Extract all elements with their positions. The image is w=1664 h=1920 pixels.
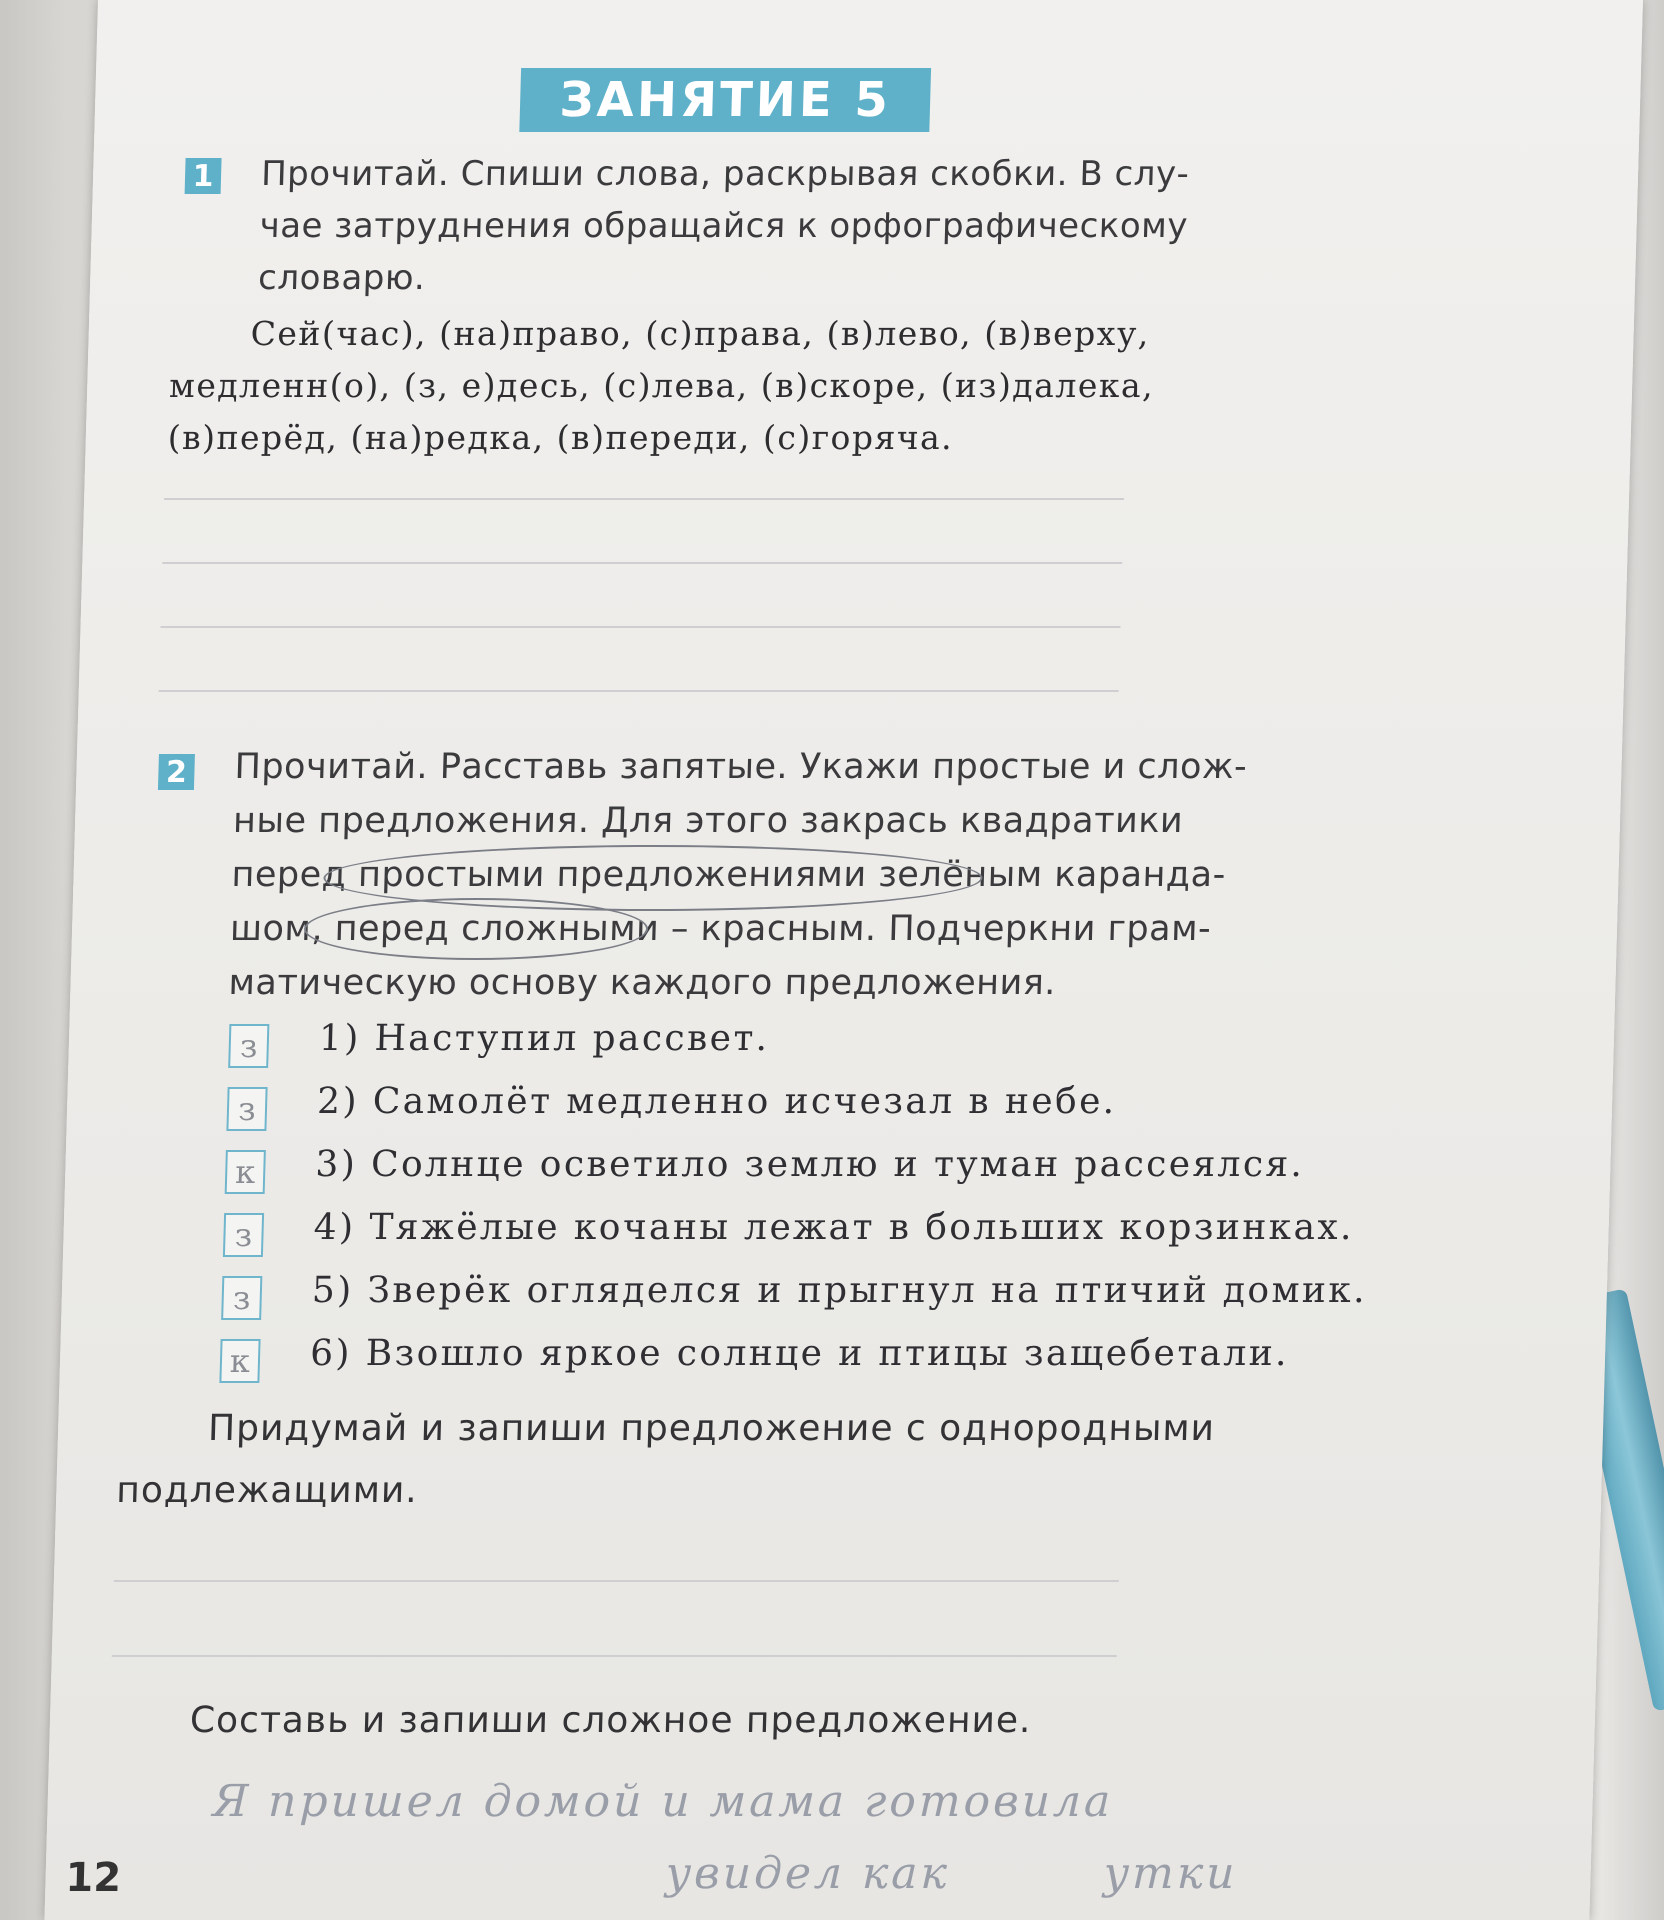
answer-checkbox[interactable]: з xyxy=(221,1276,262,1320)
answer-checkbox[interactable]: к xyxy=(219,1339,260,1383)
sentence-text: 1) Наступил рассвет. xyxy=(318,1018,771,1059)
sentence-text: 3) Солнце осветило землю и туман рассеялся. xyxy=(314,1144,1305,1185)
pencil-oval-mark xyxy=(303,898,649,960)
compose-task: Составь и запиши сложное предложение. xyxy=(189,1700,1033,1741)
sentence-text: 4) Тяжёлые кочаны лежат в больших корзинках. xyxy=(313,1207,1355,1248)
answer-checkbox[interactable]: з xyxy=(223,1213,264,1257)
answer-line xyxy=(160,626,1120,628)
extra-task-line: Придумай и запиши предложение с однородными xyxy=(207,1408,1216,1449)
task-2-number: 2 xyxy=(158,754,195,790)
task-1-words-line: Сей(час), (на)право, (с)права, (в)лево, (в)верху, xyxy=(250,314,1151,353)
list-item xyxy=(223,1207,1355,1270)
list-item xyxy=(228,1018,771,1081)
sentence-list xyxy=(219,1018,1368,1396)
handwritten-answer-line: утки xyxy=(1102,1848,1239,1899)
page-number: 12 xyxy=(64,1855,122,1901)
answer-line xyxy=(162,562,1122,564)
handwritten-answer-line: Я пришел домой и мама готовила xyxy=(211,1776,1115,1827)
task-1-instruction-line: словарю. xyxy=(257,258,426,298)
answer-line xyxy=(114,1580,1119,1582)
task-2-instruction-line: ные предложения. Для этого закрась квадратики xyxy=(232,801,1184,841)
workbook-page xyxy=(44,0,1643,1920)
task-1-words-line: медленн(о), (з, е)десь, (с)лева, (в)скоре, (из)далека, xyxy=(168,366,1155,405)
task-1-words xyxy=(167,308,1155,464)
extra-task-line: подлежащими. xyxy=(115,1470,419,1511)
task-1-instruction-line: Прочитай. Спиши слова, раскрывая скобки. В слу- xyxy=(260,154,1190,194)
answer-line xyxy=(159,690,1119,692)
list-item xyxy=(224,1144,1305,1207)
sentence-text: 2) Самолёт медленно исчезал в небе. xyxy=(316,1081,1118,1122)
answer-line xyxy=(164,498,1124,500)
task-1-instruction-line: чае затруднения обращайся к орфографическому xyxy=(259,206,1189,246)
task-1-instruction xyxy=(257,148,1190,304)
lesson-title: ЗАНЯТИЕ 5 xyxy=(519,68,931,132)
sentence-text: 6) Взошло яркое солнце и птицы защебетали. xyxy=(309,1333,1290,1374)
answer-checkbox[interactable]: к xyxy=(225,1150,266,1194)
list-item xyxy=(226,1081,1118,1144)
answer-checkbox[interactable]: з xyxy=(228,1024,269,1068)
list-item xyxy=(219,1333,1290,1396)
task-2-instruction-line: Прочитай. Расставь запятые. Укажи простые и слож- xyxy=(234,747,1248,787)
task-2-instruction-line: перед простыми предложениями зелёным каранда- xyxy=(231,855,1227,895)
task-2-instruction-line: шом, перед сложными – красным. Подчеркни грам- xyxy=(229,909,1212,949)
task-1-words-line: (в)перёд, (на)редка, (в)переди, (с)горяча. xyxy=(167,418,954,457)
handwritten-answer-line: увидел как xyxy=(664,1848,951,1899)
answer-line xyxy=(112,1655,1117,1657)
list-item xyxy=(221,1270,1368,1333)
task-1-number: 1 xyxy=(185,158,222,194)
sentence-text: 5) Зверёк огляделся и прыгнул на птичий домик. xyxy=(311,1270,1368,1311)
answer-checkbox[interactable]: з xyxy=(226,1087,267,1131)
task-2-instruction-line: матическую основу каждого предложения. xyxy=(227,963,1057,1003)
